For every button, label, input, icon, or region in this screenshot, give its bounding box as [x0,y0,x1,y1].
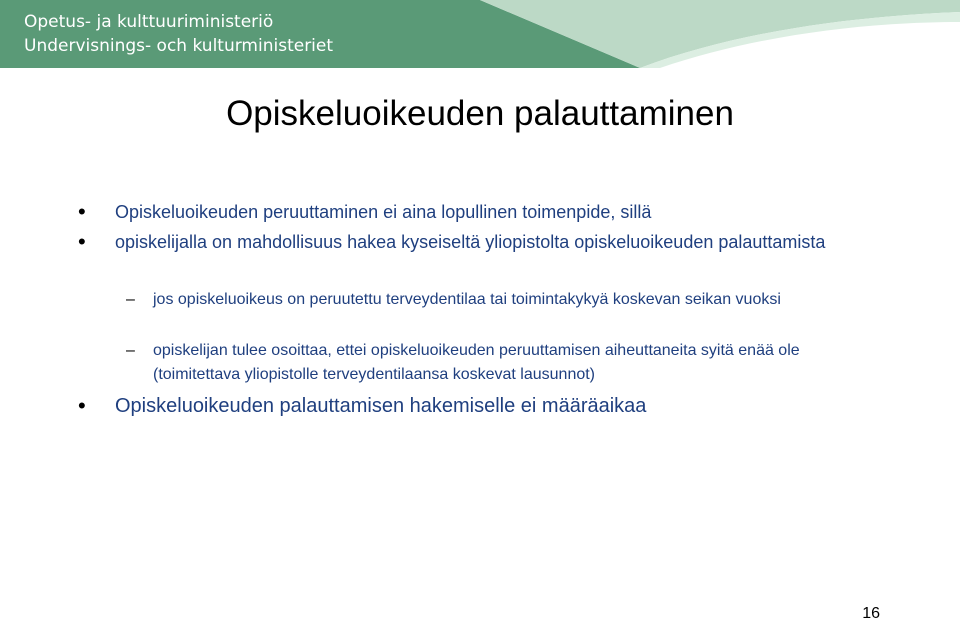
bullet-text: Opiskeluoikeuden peruuttaminen ei aina lopullinen toimenpide, sillä [115,202,652,222]
slide-title: Opiskeluoikeuden palauttaminen [226,94,734,133]
bullet-marker: • [78,229,86,254]
bullet-text: Opiskeluoikeuden palauttamisen hakemiselle ei määräaikaa [115,395,647,417]
org-name-swedish: Undervisnings- och kulturministeriet [24,36,334,56]
org-name-finnish: Opetus- ja kulttuuriministeriö [24,12,274,32]
sub-bullet-marker: – [126,291,135,308]
bullet-marker: • [78,199,86,224]
sub-bullet-text: jos opiskeluoikeus on peruutettu terveydentilaa tai toimintakykyä koskevan seikan vuoksi [153,291,781,308]
sub-bullet-text: opiskelijan tulee osoittaa, ettei opiskeluoikeuden peruuttamisen aiheuttaneita syitä enää ole (toimitettava yliopistolle terveydentilaansa koskevat lausunnot) [153,342,800,383]
page-number: 16 [862,605,880,622]
bullet-text: opiskelijalla on mahdollisuus hakea kyseiseltä yliopistolta opiskeluoikeuden palauttamista [115,232,826,252]
bullet-marker: • [78,393,86,418]
sub-bullet-marker: – [126,342,135,359]
